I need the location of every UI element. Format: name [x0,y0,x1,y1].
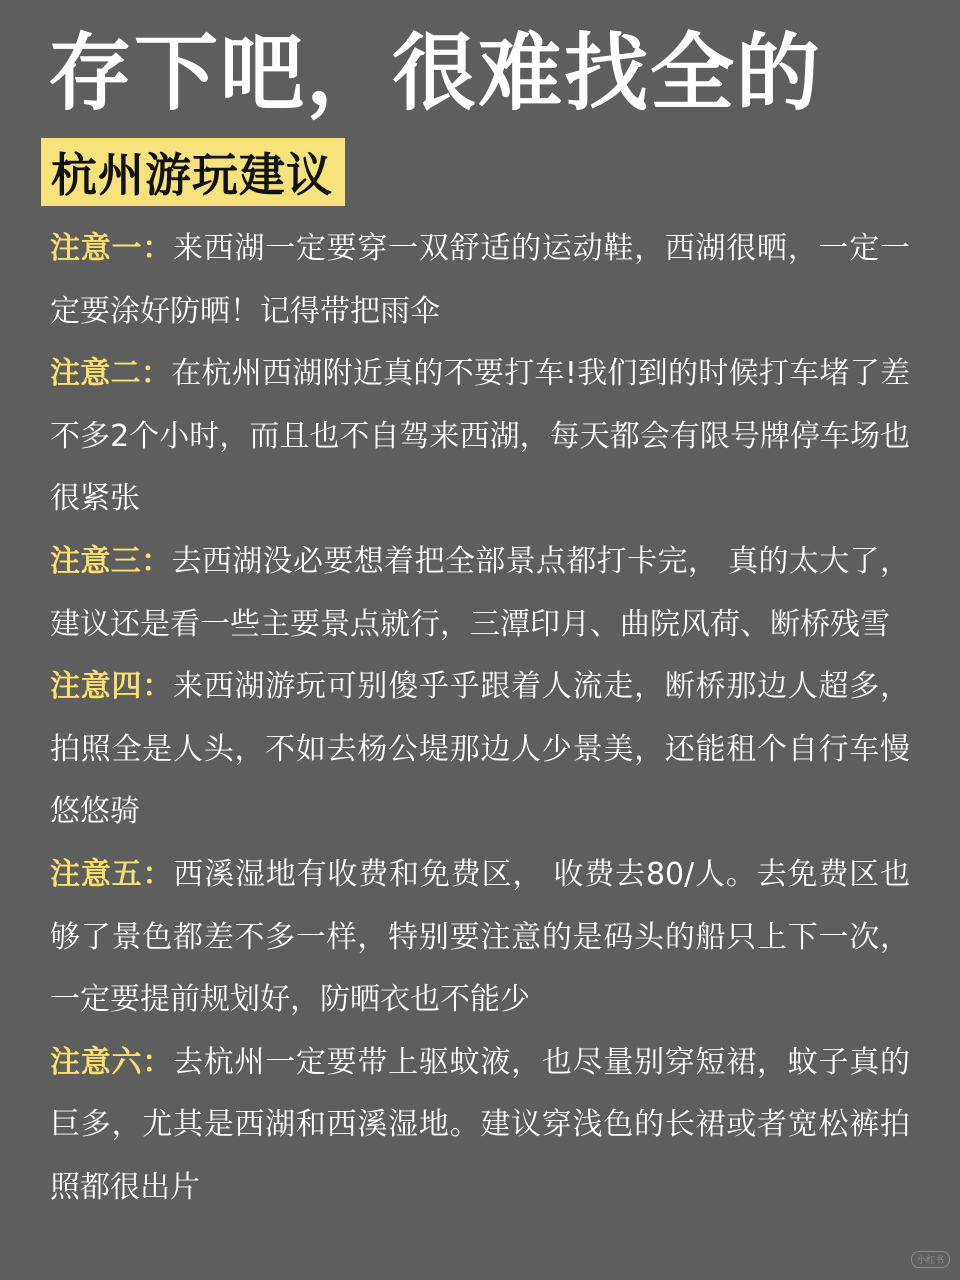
subtitle-highlight [41,138,345,206]
note-label: 注意一： [50,231,173,266]
notes-list [50,218,910,1220]
note-item-5 [50,844,910,1032]
note-label: 注意三： [50,543,172,579]
note-label: 注意四： [50,669,173,705]
note-item-3 [50,531,910,656]
note-item-2 [50,343,910,531]
note-text: 在杭州西湖附近真的不要打车!我们到的时候打车堵了差不多2个小时，而且也不自驾来西湖，每天都会有限号牌停车场也很紧张 [50,356,910,517]
note-item-1 [50,218,910,343]
note-item-6 [50,1032,910,1220]
watermark-logo: 小红书 [911,1251,950,1268]
note-label: 注意六： [50,1044,173,1080]
note-text: 去西湖没必要想着把全部景点都打卡完， 真的太大了，建议还是看一些主要景点就行，三潭印月、曲院风荷、断桥残雪 [50,543,910,642]
page-title: 存下吧，很难找全的 [48,24,823,122]
page-subtitle: 杭州游玩建议 [51,148,333,202]
note-text: 去杭州一定要带上驱蚊液，也尽量别穿短裙，蚊子真的巨多，尤其是西湖和西溪湿地。建议穿浅色的长裙或者宽松裤拍照都很出片 [50,1044,911,1205]
note-text: 来西湖游玩可别傻乎乎跟着人流走，断桥那边人超多，拍照全是人头，不如去杨公堤那边人少景美，还能租个自行车慢悠悠骑 [50,669,911,830]
note-text: 西溪湿地有收费和免费区， 收费去80/人。去免费区也够了景色都差不多一样，特别要注意的是码头的船只上下一次，一定要提前规划好，防晒衣也不能少 [50,856,911,1018]
note-item-4 [50,656,910,844]
note-label: 注意二： [50,356,172,392]
note-text: 来西湖一定要穿一双舒适的运动鞋，西湖很晒，一定一定要涂好防晒！记得带把雨伞 [50,231,911,329]
note-label: 注意五： [50,856,174,892]
